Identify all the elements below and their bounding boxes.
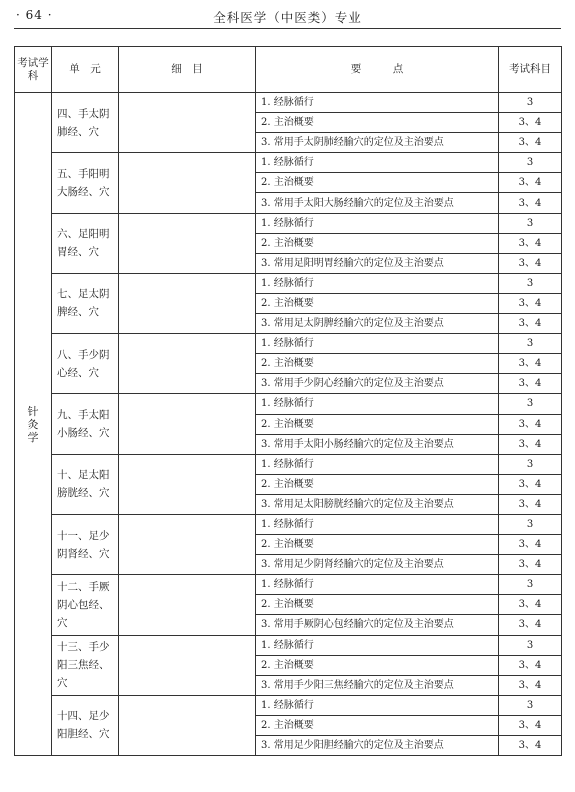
point-text: 2. 主治概要 xyxy=(256,655,499,675)
exam-level: 3 xyxy=(499,394,562,414)
syllabus-table xyxy=(14,46,562,756)
exam-level: 3、4 xyxy=(499,193,562,213)
exam-level: 3、4 xyxy=(499,374,562,394)
exam-level: 3、4 xyxy=(499,233,562,253)
detail-cell xyxy=(119,635,256,695)
exam-level: 3、4 xyxy=(499,715,562,735)
table-row xyxy=(15,93,562,113)
point-text: 2. 主治概要 xyxy=(256,535,499,555)
detail-cell xyxy=(119,153,256,213)
unit-name: 九、手太阳小肠经、穴 xyxy=(52,394,119,454)
exam-level: 3 xyxy=(499,153,562,173)
exam-level: 3 xyxy=(499,93,562,113)
exam-level: 3、4 xyxy=(499,173,562,193)
exam-level: 3、4 xyxy=(499,595,562,615)
exam-level: 3 xyxy=(499,334,562,354)
exam-level: 3、4 xyxy=(499,354,562,374)
header-unit: 单 元 xyxy=(52,47,119,93)
point-text: 1. 经脉循行 xyxy=(256,273,499,293)
unit-name: 六、足阳明胃经、穴 xyxy=(52,213,119,273)
subject-cell: 针 灸 学 xyxy=(15,93,52,756)
table-row xyxy=(15,695,562,715)
point-text: 2. 主治概要 xyxy=(256,354,499,374)
unit-name: 七、足太阴脾经、穴 xyxy=(52,273,119,333)
table-row xyxy=(15,334,562,354)
unit-name: 十、足太阳膀胱经、穴 xyxy=(52,454,119,514)
header-level: 考试科目 xyxy=(499,47,562,93)
unit-name: 十四、足少阳胆经、穴 xyxy=(52,695,119,755)
point-text: 1. 经脉循行 xyxy=(256,635,499,655)
point-text: 3. 常用手太阳大肠经腧穴的定位及主治要点 xyxy=(256,193,499,213)
point-text: 3. 常用手少阳三焦经腧穴的定位及主治要点 xyxy=(256,675,499,695)
table-row xyxy=(15,635,562,655)
table-header-row xyxy=(15,47,562,93)
exam-level: 3、4 xyxy=(499,293,562,313)
detail-cell xyxy=(119,334,256,394)
point-text: 3. 常用手厥阴心包经腧穴的定位及主治要点 xyxy=(256,615,499,635)
exam-level: 3、4 xyxy=(499,615,562,635)
exam-level: 3 xyxy=(499,514,562,534)
unit-name: 十三、手少阳三焦经、穴 xyxy=(52,635,119,695)
table-body xyxy=(15,93,562,756)
point-text: 1. 经脉循行 xyxy=(256,394,499,414)
detail-cell xyxy=(119,213,256,273)
point-text: 1. 经脉循行 xyxy=(256,575,499,595)
table-row xyxy=(15,575,562,595)
page-title: 全科医学（中医类）专业 xyxy=(213,10,362,25)
point-text: 2. 主治概要 xyxy=(256,474,499,494)
table-row xyxy=(15,514,562,534)
exam-level: 3 xyxy=(499,635,562,655)
detail-cell xyxy=(119,514,256,574)
exam-level: 3、4 xyxy=(499,314,562,334)
table-row xyxy=(15,273,562,293)
unit-name: 十一、足少阴肾经、穴 xyxy=(52,514,119,574)
detail-cell xyxy=(119,454,256,514)
exam-level: 3、4 xyxy=(499,434,562,454)
point-text: 1. 经脉循行 xyxy=(256,93,499,113)
point-text: 3. 常用手太阴肺经腧穴的定位及主治要点 xyxy=(256,133,499,153)
point-text: 1. 经脉循行 xyxy=(256,514,499,534)
page-number: · 64 · xyxy=(16,8,53,22)
point-text: 1. 经脉循行 xyxy=(256,454,499,474)
table-row xyxy=(15,153,562,173)
point-text: 3. 常用足阳明胃经腧穴的定位及主治要点 xyxy=(256,253,499,273)
exam-level: 3、4 xyxy=(499,133,562,153)
detail-cell xyxy=(119,93,256,153)
exam-level: 3、4 xyxy=(499,474,562,494)
exam-level: 3、4 xyxy=(499,535,562,555)
table-row xyxy=(15,213,562,233)
point-text: 3. 常用足太阳膀胱经腧穴的定位及主治要点 xyxy=(256,494,499,514)
detail-cell xyxy=(119,575,256,635)
header-points: 要 点 xyxy=(256,47,499,93)
point-text: 1. 经脉循行 xyxy=(256,695,499,715)
point-text: 1. 经脉循行 xyxy=(256,153,499,173)
table-row xyxy=(15,454,562,474)
unit-name: 八、手少阴心经、穴 xyxy=(52,334,119,394)
exam-level: 3、4 xyxy=(499,494,562,514)
detail-cell xyxy=(119,695,256,755)
point-text: 1. 经脉循行 xyxy=(256,213,499,233)
exam-level: 3 xyxy=(499,273,562,293)
point-text: 3. 常用足少阴肾经腧穴的定位及主治要点 xyxy=(256,555,499,575)
point-text: 3. 常用手少阴心经腧穴的定位及主治要点 xyxy=(256,374,499,394)
point-text: 2. 主治概要 xyxy=(256,595,499,615)
exam-level: 3、4 xyxy=(499,655,562,675)
point-text: 3. 常用足太阴脾经腧穴的定位及主治要点 xyxy=(256,314,499,334)
exam-level: 3 xyxy=(499,695,562,715)
point-text: 2. 主治概要 xyxy=(256,715,499,735)
point-text: 2. 主治概要 xyxy=(256,113,499,133)
exam-level: 3、4 xyxy=(499,414,562,434)
exam-level: 3、4 xyxy=(499,113,562,133)
point-text: 2. 主治概要 xyxy=(256,293,499,313)
point-text: 3. 常用足少阳胆经腧穴的定位及主治要点 xyxy=(256,736,499,756)
table-row xyxy=(15,394,562,414)
point-text: 2. 主治概要 xyxy=(256,414,499,434)
point-text: 2. 主治概要 xyxy=(256,173,499,193)
point-text: 2. 主治概要 xyxy=(256,233,499,253)
point-text: 3. 常用手太阳小肠经腧穴的定位及主治要点 xyxy=(256,434,499,454)
page-header xyxy=(14,6,561,29)
header-subject: 考试学科 xyxy=(15,47,52,93)
detail-cell xyxy=(119,394,256,454)
exam-level: 3 xyxy=(499,213,562,233)
exam-level: 3、4 xyxy=(499,253,562,273)
exam-level: 3、4 xyxy=(499,555,562,575)
detail-cell xyxy=(119,273,256,333)
unit-name: 四、手太阴肺经、穴 xyxy=(52,93,119,153)
exam-level: 3 xyxy=(499,454,562,474)
unit-name: 十二、手厥阴心包经、穴 xyxy=(52,575,119,635)
exam-level: 3、4 xyxy=(499,736,562,756)
header-detail: 细 目 xyxy=(119,47,256,93)
unit-name: 五、手阳明大肠经、穴 xyxy=(52,153,119,213)
exam-level: 3 xyxy=(499,575,562,595)
point-text: 1. 经脉循行 xyxy=(256,334,499,354)
exam-level: 3、4 xyxy=(499,675,562,695)
